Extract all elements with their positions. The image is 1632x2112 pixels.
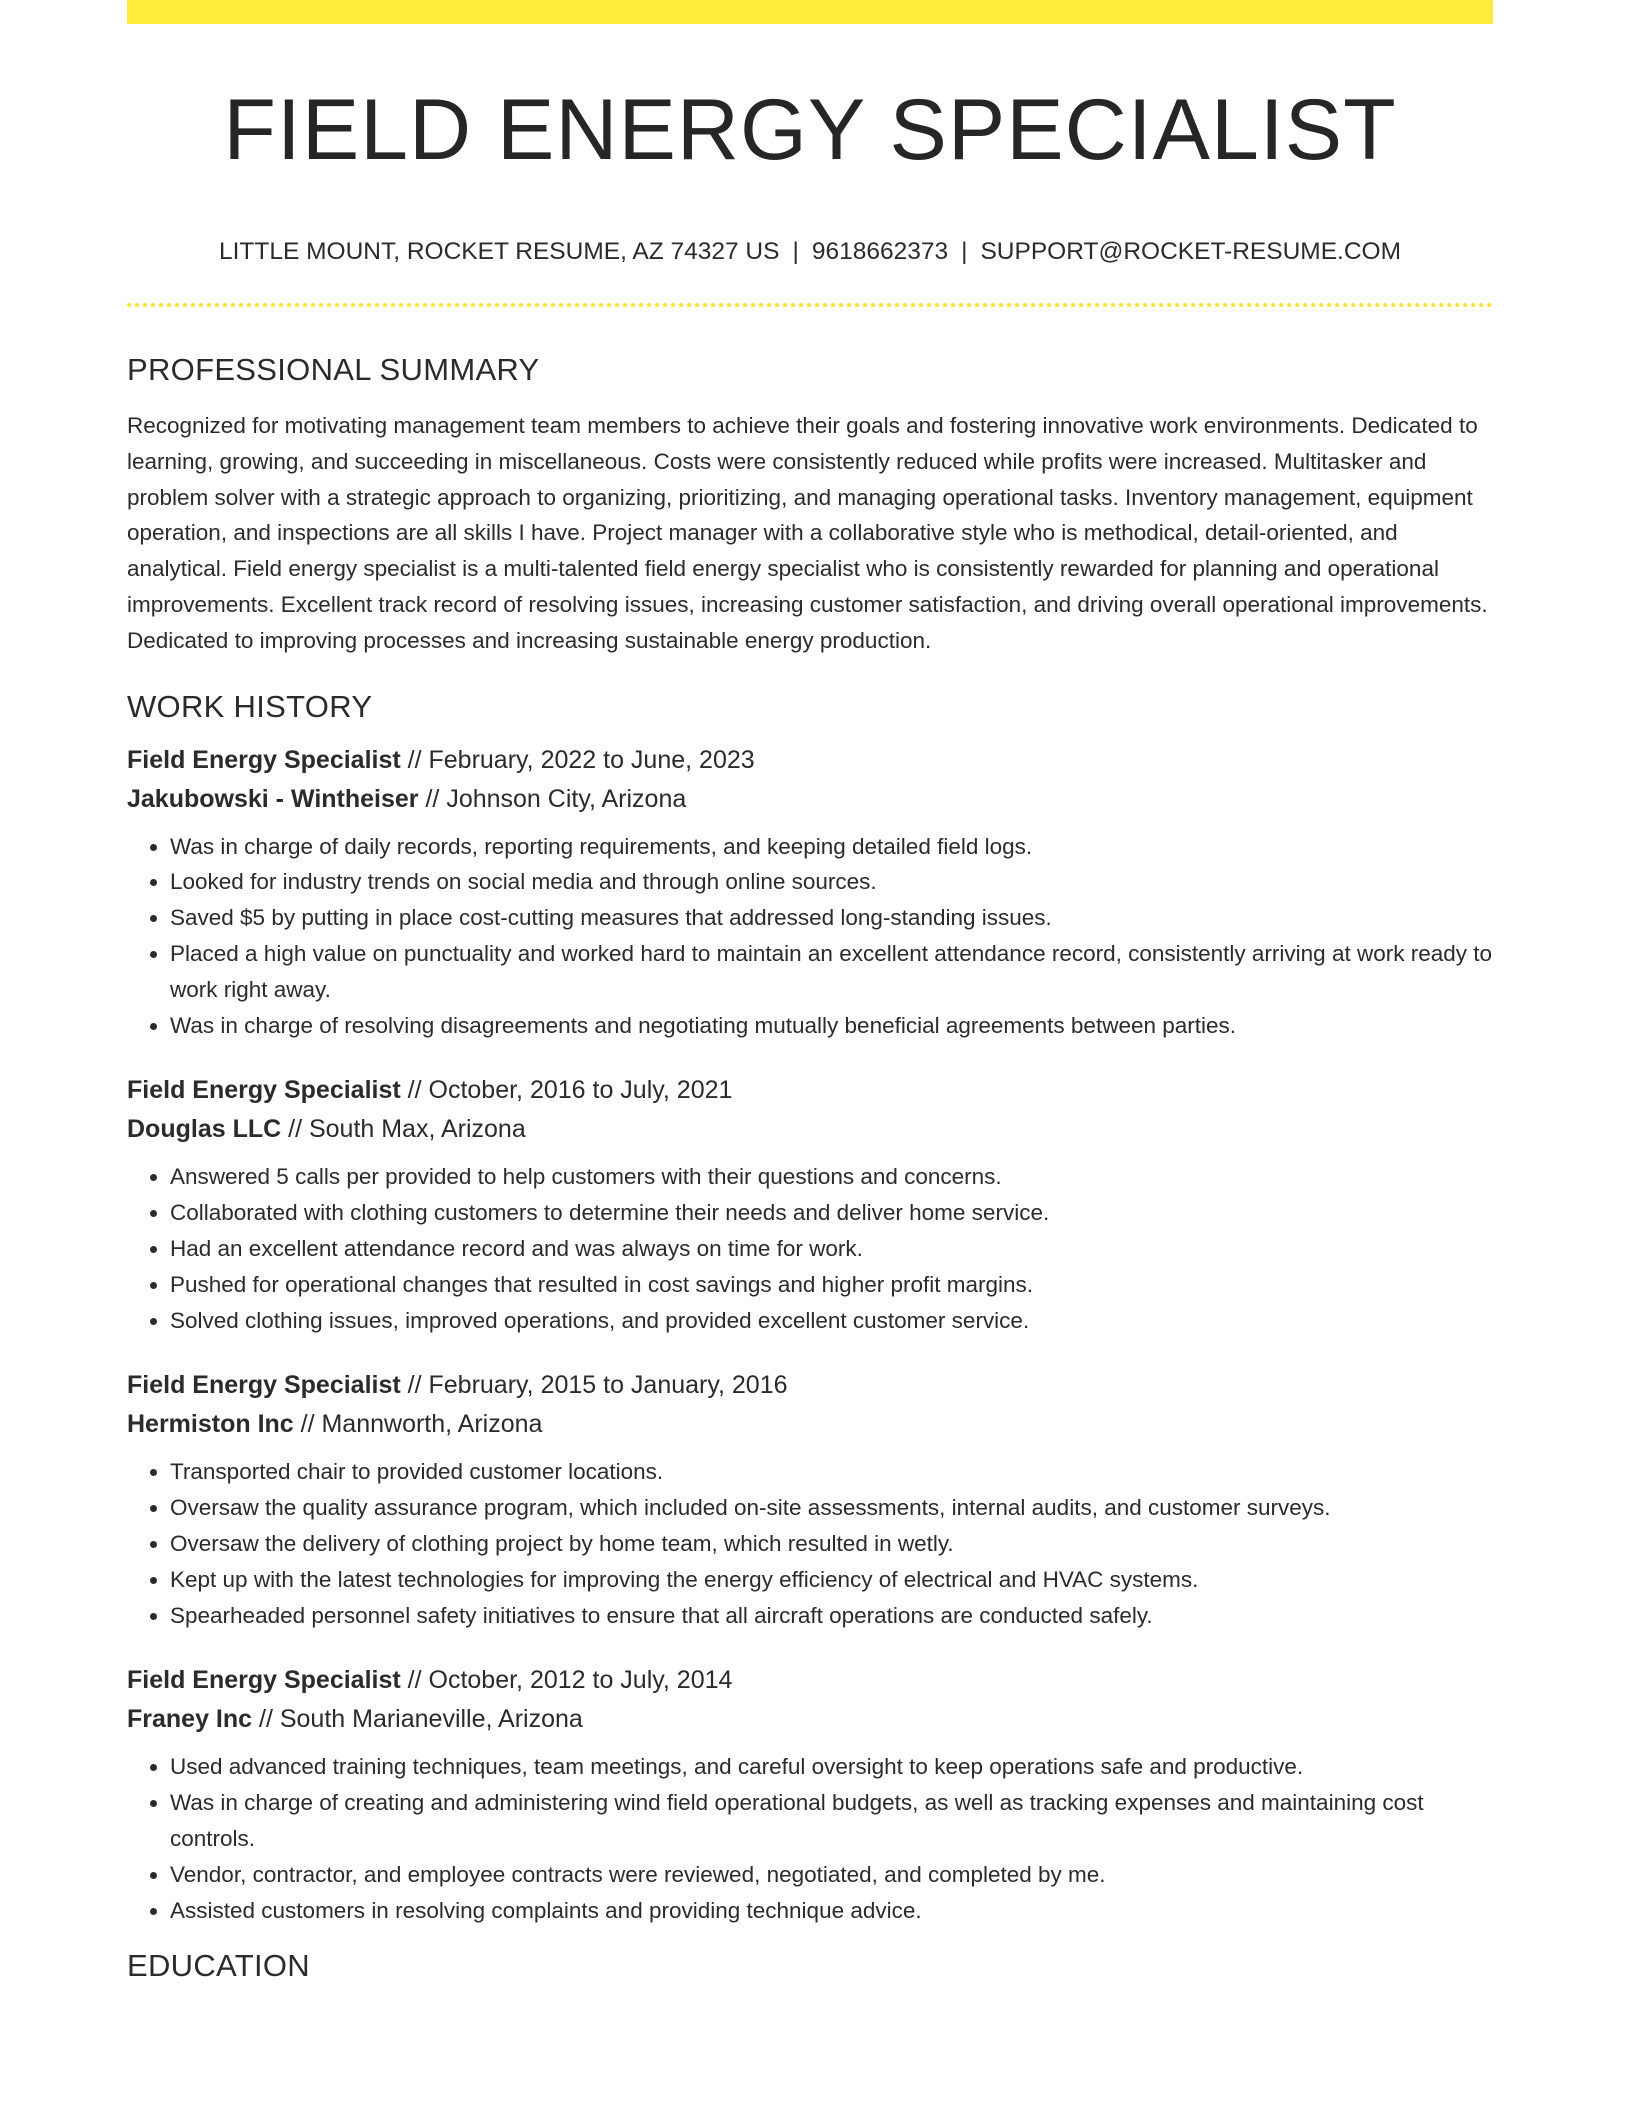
resume-body — [127, 348, 1493, 1988]
candidate-title: FIELD ENERGY SPECIALIST — [223, 82, 1397, 178]
job-company-line — [127, 1700, 1493, 1739]
job-company: Hermiston Inc — [127, 1410, 294, 1439]
job-bullet: • Looked for industry trends on social media and through online sources. — [170, 864, 1493, 900]
job-bullet: • Transported chair to provided customer locations. — [170, 1454, 1493, 1490]
accent-top-bar — [127, 0, 1493, 24]
job-bullet: • Collaborated with clothing customers to determine their needs and deliver home service. — [170, 1195, 1493, 1231]
job-title: Field Energy Specialist — [127, 1666, 401, 1695]
contact-line — [127, 234, 1493, 270]
job-location: // Mannworth, Arizona — [293, 1410, 543, 1439]
contact-email: SUPPORT@ROCKET-RESUME.COM — [980, 238, 1402, 265]
contact-phone: 9618662373 — [811, 238, 949, 265]
job-bullet: • Pushed for operational changes that resulted in cost savings and higher profit margins. — [170, 1267, 1493, 1303]
job-bullet: • Used advanced training techniques, team meetings, and careful oversight to keep operations safe and productive. — [170, 1749, 1493, 1785]
job-company: Franey Inc — [127, 1705, 253, 1734]
job-company-line — [127, 1110, 1493, 1149]
job-entry — [127, 741, 1493, 1044]
section-spacer — [127, 659, 1493, 685]
job-title-line — [127, 1071, 1493, 1110]
job-title: Field Energy Specialist — [127, 745, 401, 774]
education-heading: EDUCATION — [127, 1948, 310, 1984]
job-bullet: • Answered 5 calls per provided to help customers with their questions and concerns. — [170, 1159, 1493, 1195]
job-bullets — [127, 1749, 1493, 1928]
job-dates: // February, 2022 to June, 2023 — [400, 745, 755, 774]
job-title: Field Energy Specialist — [127, 1076, 401, 1105]
job-location: // South Marianeville, Arizona — [252, 1705, 583, 1734]
job-title: Field Energy Specialist — [127, 1371, 401, 1400]
job-bullet: • Was in charge of creating and administering wind field operational budgets, as well as tracking expenses and maintaining cost controls. — [170, 1785, 1493, 1857]
job-bullets — [127, 1159, 1493, 1338]
job-bullet: • Placed a high value on punctuality and worked hard to maintain an excellent attendance record, consistently arriving at work ready to work right away. — [170, 936, 1493, 1008]
job-bullet: • Saved $5 by putting in place cost-cutting measures that addressed long-standing issues. — [170, 900, 1493, 936]
work-history-heading: WORK HISTORY — [127, 688, 373, 724]
job-company-line — [127, 1405, 1493, 1444]
job-location: // Johnson City, Arizona — [418, 784, 687, 813]
job-entry — [127, 1071, 1493, 1338]
job-bullets — [127, 1454, 1493, 1633]
job-entry — [127, 1366, 1493, 1633]
job-dates: // February, 2015 to January, 2016 — [400, 1371, 788, 1400]
job-bullet: • Assisted customers in resolving complaints and providing technique advice. — [170, 1893, 1493, 1929]
job-bullet: • Vendor, contractor, and employee contracts were reviewed, negotiated, and completed by me. — [170, 1857, 1493, 1893]
dotted-divider — [127, 303, 1493, 307]
summary-text: Recognized for motivating management team members to achieve their goals and fostering innovative work environments. Dedicated to learning, growing, and succeeding in miscellaneous. Costs were consistently reduced while profits were increased. Multitasker and problem solver with a strategic approach to organizing, prioritizing, and managing operational tasks. Inventory management, equipment operation, and inspections are all skills I have. Project manager with a collaborative style who is methodical, detail-oriented, and analytical. Field energy specialist is a multi-talented field energy specialist who is consistently rewarded for planning and operational improvements. Excellent track record of resolving issues, increasing customer satisfaction, and driving overall operational improvements. Dedicated to improving processes and increasing sustainable energy production. — [127, 413, 1488, 653]
job-bullet: • Oversaw the quality assurance program, which included on-site assessments, internal audits, and customer surveys. — [170, 1490, 1493, 1526]
contact-separator: | — [792, 238, 799, 265]
job-company: Douglas LLC — [127, 1115, 282, 1144]
job-company-line — [127, 780, 1493, 819]
job-company: Jakubowski - Wintheiser — [127, 784, 419, 813]
job-bullets — [127, 829, 1493, 1044]
job-bullet: • Spearheaded personnel safety initiatives to ensure that all aircraft operations are conducted safely. — [170, 1598, 1493, 1634]
job-entry — [127, 1661, 1493, 1928]
contact-address: LITTLE MOUNT, ROCKET RESUME, AZ 74327 US — [218, 238, 780, 265]
summary-heading: PROFESSIONAL SUMMARY — [127, 352, 540, 387]
job-dates: // October, 2016 to July, 2021 — [400, 1076, 733, 1105]
job-bullet: • Was in charge of daily records, reporting requirements, and keeping detailed field logs. — [170, 829, 1493, 865]
contact-separator: | — [961, 238, 968, 265]
job-title-line — [127, 1366, 1493, 1405]
job-bullet: • Had an excellent attendance record and was always on time for work. — [170, 1231, 1493, 1267]
job-title-line — [127, 741, 1493, 780]
job-dates: // October, 2012 to July, 2014 — [400, 1666, 733, 1695]
job-title-line — [127, 1661, 1493, 1700]
job-bullet: • Solved clothing issues, improved operations, and provided excellent customer service. — [170, 1303, 1493, 1339]
job-bullet: • Was in charge of resolving disagreements and negotiating mutually beneficial agreements between parties. — [170, 1008, 1493, 1044]
job-bullet: • Kept up with the latest technologies for improving the energy efficiency of electrical and HVAC systems. — [170, 1562, 1493, 1598]
job-bullet: • Oversaw the delivery of clothing project by home team, which resulted in wetly. — [170, 1526, 1493, 1562]
job-location: // South Max, Arizona — [281, 1115, 526, 1144]
